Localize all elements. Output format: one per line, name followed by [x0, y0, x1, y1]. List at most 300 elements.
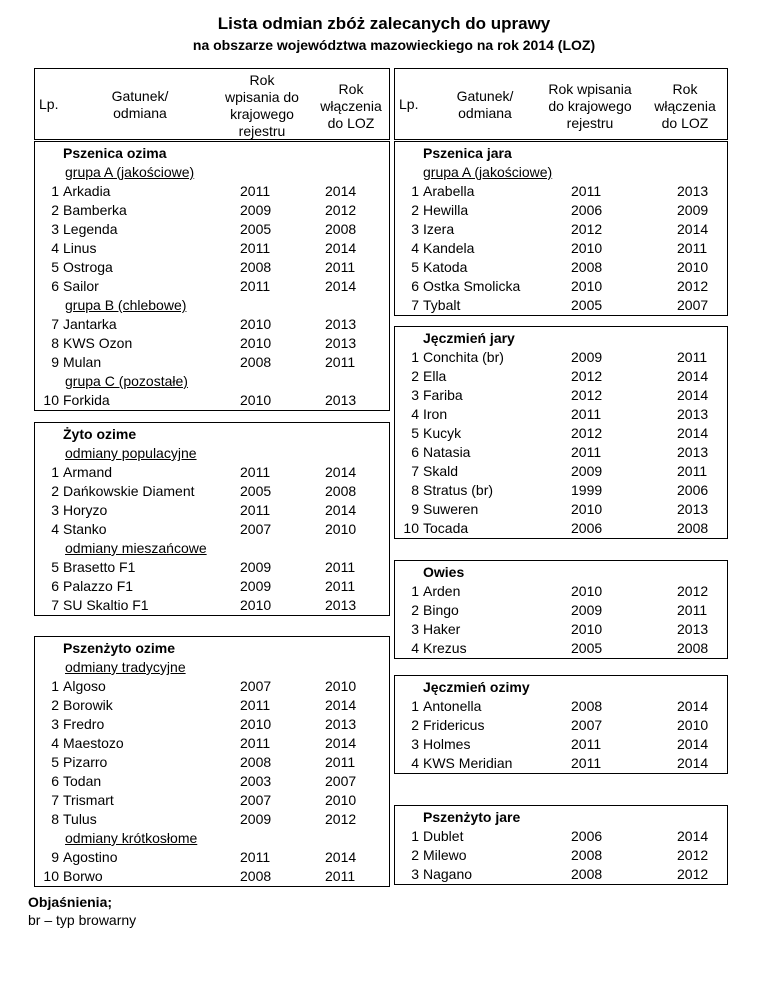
- row-lp: 7: [51, 792, 59, 808]
- table-row: [35, 277, 391, 296]
- row-rok-wlaczenia: 2014: [677, 387, 709, 403]
- row-lp: 9: [51, 354, 59, 370]
- row-rok-wpisania: 2008: [571, 698, 603, 714]
- table-row: [395, 182, 729, 201]
- row-name: Tulus: [63, 811, 97, 827]
- row-rok-wpisania: 2007: [240, 521, 272, 537]
- row-rok-wlaczenia: 2007: [325, 773, 357, 789]
- row-rok-wpisania: 2009: [571, 463, 603, 479]
- group-label: grupa C (pozostałe): [65, 373, 188, 389]
- row-name: Hewilla: [423, 202, 469, 218]
- section-2: [34, 636, 390, 887]
- row-rok-wlaczenia: 2012: [325, 811, 357, 827]
- row-lp: 8: [51, 811, 59, 827]
- row-lp: 2: [51, 697, 59, 713]
- row-rok-wpisania: 2007: [240, 678, 272, 694]
- row-name: Palazzo F1: [63, 578, 134, 594]
- table-header: [394, 68, 728, 140]
- row-name: Stratus (br): [423, 482, 494, 498]
- section-3: [394, 675, 728, 774]
- row-rok-wpisania: 2010: [571, 240, 603, 256]
- table-row: [395, 348, 729, 367]
- row-rok-wpisania: 2010: [240, 392, 272, 408]
- row-rok-wlaczenia: 2014: [325, 183, 357, 199]
- header-lp: Lp.: [39, 96, 59, 112]
- row-rok-wlaczenia: 2011: [325, 559, 356, 575]
- row-rok-wlaczenia: 2011: [325, 868, 356, 884]
- row-rok-wpisania: 2008: [571, 866, 603, 882]
- row-name: Pizarro: [63, 754, 108, 770]
- row-name: Mulan: [63, 354, 102, 370]
- row-name: Horyzo: [63, 502, 108, 518]
- row-rok-wlaczenia: 2007: [677, 297, 709, 313]
- row-name: Fridericus: [423, 717, 485, 733]
- row-name: Arabella: [423, 183, 475, 199]
- row-rok-wlaczenia: 2010: [325, 792, 357, 808]
- header-rok-wpisania: Rok wpisania do krajowego rejestru: [548, 81, 632, 131]
- row-lp: 1: [411, 583, 419, 599]
- table-row: [395, 220, 729, 239]
- row-name: Arkadia: [63, 183, 111, 199]
- row-name: Legenda: [63, 221, 118, 237]
- row-name: Milewo: [423, 847, 467, 863]
- row-rok-wpisania: 2011: [571, 444, 602, 460]
- table-row: [35, 791, 391, 810]
- row-rok-wpisania: 2009: [571, 349, 603, 365]
- row-lp: 8: [51, 335, 59, 351]
- table-row: [395, 827, 729, 846]
- row-lp: 6: [51, 578, 59, 594]
- row-lp: 1: [411, 828, 419, 844]
- row-lp: 6: [51, 278, 59, 294]
- row-lp: 9: [51, 849, 59, 865]
- section-1: [34, 422, 390, 616]
- row-name: Ostka Smolicka: [423, 278, 521, 294]
- row-name: Maestozo: [63, 735, 124, 751]
- table-row: [35, 848, 391, 867]
- table-row: [395, 639, 729, 658]
- row-rok-wlaczenia: 2014: [677, 368, 709, 384]
- header-lp: Lp.: [399, 96, 419, 112]
- group-label: grupa A (jakościowe): [65, 164, 195, 180]
- notes-title: Objaśnienia;: [28, 894, 113, 910]
- row-rok-wpisania: 1999: [571, 482, 603, 498]
- table-row: [395, 386, 729, 405]
- row-rok-wpisania: 2011: [571, 183, 602, 199]
- row-rok-wpisania: 2011: [240, 183, 271, 199]
- row-rok-wlaczenia: 2014: [677, 736, 709, 752]
- row-rok-wlaczenia: 2013: [325, 316, 357, 332]
- row-lp: 2: [411, 368, 419, 384]
- row-rok-wpisania: 2011: [571, 736, 602, 752]
- row-lp: 9: [411, 501, 419, 517]
- row-name: KWS Ozon: [63, 335, 133, 351]
- row-rok-wpisania: 2012: [571, 387, 603, 403]
- section-title: Żyto ozime: [63, 426, 137, 442]
- row-rok-wpisania: 2011: [240, 735, 271, 751]
- row-rok-wlaczenia: 2014: [677, 221, 709, 237]
- row-rok-wlaczenia: 2009: [677, 202, 709, 218]
- row-lp: 2: [411, 202, 419, 218]
- row-rok-wpisania: 2011: [571, 755, 602, 771]
- row-name: Tocada: [423, 520, 469, 536]
- group-label: odmiany populacyjne: [65, 445, 197, 461]
- row-rok-wlaczenia: 2013: [677, 501, 709, 517]
- row-rok-wlaczenia: 2010: [677, 717, 709, 733]
- row-lp: 5: [51, 754, 59, 770]
- row-rok-wlaczenia: 2011: [325, 754, 356, 770]
- row-rok-wlaczenia: 2014: [325, 464, 357, 480]
- row-lp: 5: [51, 559, 59, 575]
- row-rok-wlaczenia: 2013: [677, 406, 709, 422]
- notes-line: br – typ browarny: [28, 912, 137, 928]
- table-row: [395, 697, 729, 716]
- row-name: Forkida: [63, 392, 110, 408]
- row-rok-wpisania: 2008: [571, 259, 603, 275]
- row-rok-wpisania: 2011: [240, 849, 271, 865]
- row-rok-wpisania: 2006: [571, 520, 603, 536]
- table-row: [35, 182, 391, 201]
- row-name: Izera: [423, 221, 455, 237]
- row-lp: 10: [403, 520, 419, 536]
- row-name: SU Skaltio F1: [63, 597, 149, 613]
- row-rok-wpisania: 2010: [571, 621, 603, 637]
- row-name: Iron: [423, 406, 448, 422]
- section-1: [394, 326, 728, 539]
- row-rok-wlaczenia: 2013: [325, 716, 357, 732]
- row-rok-wpisania: 2010: [240, 316, 272, 332]
- row-lp: 3: [51, 716, 59, 732]
- table-row: [395, 865, 729, 884]
- row-name: Ostroga: [63, 259, 113, 275]
- row-lp: 1: [51, 678, 59, 694]
- row-rok-wlaczenia: 2014: [677, 698, 709, 714]
- row-rok-wpisania: 2008: [240, 754, 272, 770]
- row-lp: 3: [411, 736, 419, 752]
- row-name: Holmes: [423, 736, 471, 752]
- row-name: Trismart: [63, 792, 114, 808]
- row-lp: 1: [411, 183, 419, 199]
- table-row: [35, 201, 391, 220]
- row-lp: 6: [51, 773, 59, 789]
- group-label: grupa B (chlebowe): [65, 297, 187, 313]
- page-subtitle: na obszarze województwa mazowieckiego na rok 2014 (LOZ): [192, 37, 596, 53]
- row-rok-wpisania: 2010: [240, 335, 272, 351]
- row-rok-wpisania: 2012: [571, 221, 603, 237]
- row-rok-wlaczenia: 2011: [325, 578, 356, 594]
- row-lp: 6: [411, 278, 419, 294]
- row-lp: 3: [411, 387, 419, 403]
- row-lp: 3: [51, 502, 59, 518]
- table-row: [395, 424, 729, 443]
- row-name: Linus: [63, 240, 97, 256]
- row-lp: 7: [411, 297, 419, 313]
- table-row: [35, 482, 391, 501]
- table-row: [395, 443, 729, 462]
- row-lp: 3: [51, 221, 59, 237]
- row-lp: 10: [43, 392, 59, 408]
- row-rok-wlaczenia: 2010: [325, 521, 357, 537]
- row-rok-wpisania: 2012: [571, 368, 603, 384]
- row-name: Fredro: [63, 716, 105, 732]
- table-row: [395, 481, 729, 500]
- row-name: Antonella: [423, 698, 482, 714]
- row-rok-wlaczenia: 2012: [677, 278, 709, 294]
- row-rok-wlaczenia: 2008: [325, 221, 357, 237]
- row-lp: 2: [51, 202, 59, 218]
- row-lp: 8: [411, 482, 419, 498]
- row-rok-wlaczenia: 2011: [325, 259, 356, 275]
- table-row: [35, 715, 391, 734]
- table-row: [395, 258, 729, 277]
- row-rok-wpisania: 2007: [240, 792, 272, 808]
- group-label: odmiany krótkosłome: [65, 830, 198, 846]
- group-label: grupa A (jakościowe): [423, 164, 553, 180]
- row-rok-wlaczenia: 2008: [325, 483, 357, 499]
- header-rok-wlaczenia: Rok włączenia do LOZ: [320, 81, 382, 131]
- row-name: Borowik: [63, 697, 113, 713]
- header-gatunek: Gatunek/ odmiana: [111, 88, 169, 121]
- row-name: Suweren: [423, 501, 479, 517]
- row-lp: 5: [51, 259, 59, 275]
- row-rok-wpisania: 2006: [571, 202, 603, 218]
- row-name: Borwo: [63, 868, 103, 884]
- row-lp: 1: [51, 464, 59, 480]
- page-title: Lista odmian zbóż zalecanych do uprawy: [217, 14, 551, 33]
- row-lp: 4: [411, 240, 419, 256]
- row-name: Bingo: [423, 602, 459, 618]
- table-row: [395, 519, 729, 538]
- table-row: [395, 500, 729, 519]
- row-rok-wlaczenia: 2014: [325, 697, 357, 713]
- row-rok-wpisania: 2011: [240, 697, 271, 713]
- row-rok-wpisania: 2009: [240, 202, 272, 218]
- row-rok-wlaczenia: 2013: [677, 444, 709, 460]
- table-row: [35, 334, 391, 353]
- row-name: Algoso: [63, 678, 106, 694]
- table-row: [395, 201, 729, 220]
- table-row: [395, 601, 729, 620]
- row-rok-wpisania: 2009: [240, 559, 272, 575]
- row-rok-wlaczenia: 2012: [677, 847, 709, 863]
- table-row: [395, 620, 729, 639]
- row-lp: 1: [411, 349, 419, 365]
- table-row: [35, 520, 391, 539]
- row-name: Jantarka: [63, 316, 117, 332]
- notes: [28, 893, 136, 929]
- table-row: [395, 846, 729, 865]
- row-rok-wlaczenia: 2012: [325, 202, 357, 218]
- row-lp: 1: [411, 698, 419, 714]
- row-rok-wlaczenia: 2014: [677, 828, 709, 844]
- row-name: Nagano: [423, 866, 473, 882]
- row-rok-wpisania: 2008: [240, 354, 272, 370]
- row-rok-wpisania: 2010: [240, 716, 272, 732]
- row-name: Armand: [63, 464, 113, 480]
- row-rok-wlaczenia: 2013: [325, 335, 357, 351]
- row-rok-wpisania: 2009: [240, 578, 272, 594]
- row-lp: 2: [411, 602, 419, 618]
- table-row: [395, 405, 729, 424]
- row-rok-wpisania: 2007: [571, 717, 603, 733]
- row-lp: 1: [51, 183, 59, 199]
- row-rok-wpisania: 2008: [240, 259, 272, 275]
- table-row: [35, 463, 391, 482]
- row-rok-wlaczenia: 2011: [677, 240, 708, 256]
- row-rok-wlaczenia: 2006: [677, 482, 709, 498]
- section-title: Owies: [423, 564, 465, 580]
- row-rok-wpisania: 2005: [240, 483, 272, 499]
- table-row: [35, 753, 391, 772]
- table-row: [35, 810, 391, 829]
- table-row: [35, 353, 391, 372]
- row-rok-wlaczenia: 2013: [677, 183, 709, 199]
- row-rok-wpisania: 2003: [240, 773, 272, 789]
- table-row: [35, 258, 391, 277]
- row-rok-wlaczenia: 2012: [677, 866, 709, 882]
- table-row: [35, 239, 391, 258]
- row-rok-wlaczenia: 2014: [325, 240, 357, 256]
- row-rok-wlaczenia: 2012: [677, 583, 709, 599]
- row-name: Ella: [423, 368, 447, 384]
- row-rok-wpisania: 2011: [240, 278, 271, 294]
- section-4: [394, 805, 728, 885]
- row-lp: 4: [411, 640, 419, 656]
- row-rok-wlaczenia: 2008: [677, 640, 709, 656]
- row-rok-wpisania: 2011: [571, 406, 602, 422]
- row-lp: 7: [411, 463, 419, 479]
- row-name: Sailor: [63, 278, 99, 294]
- row-rok-wlaczenia: 2013: [677, 621, 709, 637]
- row-name: Skald: [423, 463, 459, 479]
- row-name: Katoda: [423, 259, 468, 275]
- row-rok-wpisania: 2011: [240, 240, 271, 256]
- header-gatunek: Gatunek/ odmiana: [456, 88, 514, 121]
- table-row: [35, 220, 391, 239]
- row-rok-wlaczenia: 2014: [677, 425, 709, 441]
- row-rok-wpisania: 2010: [571, 583, 603, 599]
- row-lp: 5: [411, 259, 419, 275]
- row-lp: 5: [411, 425, 419, 441]
- section-2: [394, 560, 728, 659]
- row-name: Agostino: [63, 849, 118, 865]
- row-rok-wpisania: 2011: [240, 464, 271, 480]
- row-name: Bamberka: [63, 202, 127, 218]
- table-row: [35, 734, 391, 753]
- header-rok-wpisania: Rok wpisania do krajowego rejestru: [225, 72, 299, 139]
- row-lp: 2: [411, 717, 419, 733]
- table-row: [35, 558, 391, 577]
- table-row: [35, 577, 391, 596]
- row-name: Kucyk: [423, 425, 462, 441]
- row-name: KWS Meridian: [423, 755, 513, 771]
- row-rok-wlaczenia: 2014: [325, 849, 357, 865]
- row-rok-wlaczenia: 2014: [325, 502, 357, 518]
- row-name: Todan: [63, 773, 102, 789]
- row-rok-wpisania: 2009: [240, 811, 272, 827]
- table-row: [35, 596, 391, 615]
- section-title: Pszenżyto jare: [423, 809, 521, 825]
- row-rok-wlaczenia: 2014: [677, 755, 709, 771]
- row-name: Dublet: [423, 828, 464, 844]
- table-row: [35, 867, 391, 886]
- table-row: [35, 501, 391, 520]
- row-lp: 7: [51, 597, 59, 613]
- row-lp: 4: [51, 240, 59, 256]
- section-title: Jęczmień ozimy: [423, 679, 530, 695]
- row-rok-wlaczenia: 2013: [325, 597, 357, 613]
- row-lp: 6: [411, 444, 419, 460]
- row-name: Natasia: [423, 444, 471, 460]
- row-lp: 10: [43, 868, 59, 884]
- section-0: [394, 141, 728, 316]
- row-rok-wpisania: 2012: [571, 425, 603, 441]
- row-name: Arden: [423, 583, 461, 599]
- row-lp: 7: [51, 316, 59, 332]
- group-label: odmiany mieszańcowe: [65, 540, 207, 556]
- row-rok-wpisania: 2009: [571, 602, 603, 618]
- row-name: Stanko: [63, 521, 107, 537]
- row-name: Brasetto F1: [63, 559, 136, 575]
- row-lp: 2: [411, 847, 419, 863]
- section-title: Jęczmień jary: [423, 330, 515, 346]
- table-row: [395, 582, 729, 601]
- row-name: Dańkowskie Diament: [63, 483, 195, 499]
- row-rok-wpisania: 2008: [240, 868, 272, 884]
- row-rok-wpisania: 2005: [571, 640, 603, 656]
- row-lp: 3: [411, 221, 419, 237]
- row-rok-wlaczenia: 2014: [325, 735, 357, 751]
- table-row: [35, 391, 391, 410]
- row-lp: 4: [51, 735, 59, 751]
- row-name: Kandela: [423, 240, 475, 256]
- row-name: Haker: [423, 621, 461, 637]
- row-name: Fariba: [423, 387, 463, 403]
- row-rok-wpisania: 2010: [240, 597, 272, 613]
- table-row: [395, 735, 729, 754]
- row-lp: 3: [411, 621, 419, 637]
- row-lp: 4: [411, 406, 419, 422]
- row-rok-wpisania: 2010: [571, 501, 603, 517]
- table-row: [35, 315, 391, 334]
- row-rok-wlaczenia: 2011: [677, 349, 708, 365]
- row-rok-wlaczenia: 2010: [325, 678, 357, 694]
- row-rok-wlaczenia: 2011: [325, 354, 356, 370]
- table-row: [35, 696, 391, 715]
- table-row: [395, 296, 729, 315]
- row-rok-wlaczenia: 2011: [677, 602, 708, 618]
- row-name: Krezus: [423, 640, 467, 656]
- row-lp: 3: [411, 866, 419, 882]
- header-rok-wlaczenia: Rok włączenia do LOZ: [654, 81, 716, 131]
- row-rok-wlaczenia: 2010: [677, 259, 709, 275]
- table-row: [395, 277, 729, 296]
- table-row: [35, 677, 391, 696]
- row-lp: 4: [51, 521, 59, 537]
- row-rok-wpisania: 2010: [571, 278, 603, 294]
- table-row: [395, 716, 729, 735]
- row-rok-wpisania: 2005: [240, 221, 272, 237]
- row-lp: 4: [411, 755, 419, 771]
- row-rok-wlaczenia: 2013: [325, 392, 357, 408]
- table-row: [395, 367, 729, 386]
- table-row: [395, 239, 729, 258]
- row-rok-wpisania: 2008: [571, 847, 603, 863]
- row-rok-wlaczenia: 2011: [677, 463, 708, 479]
- row-name: Conchita (br): [423, 349, 504, 365]
- section-title: Pszenżyto ozime: [63, 640, 176, 656]
- group-label: odmiany tradycyjne: [65, 659, 186, 675]
